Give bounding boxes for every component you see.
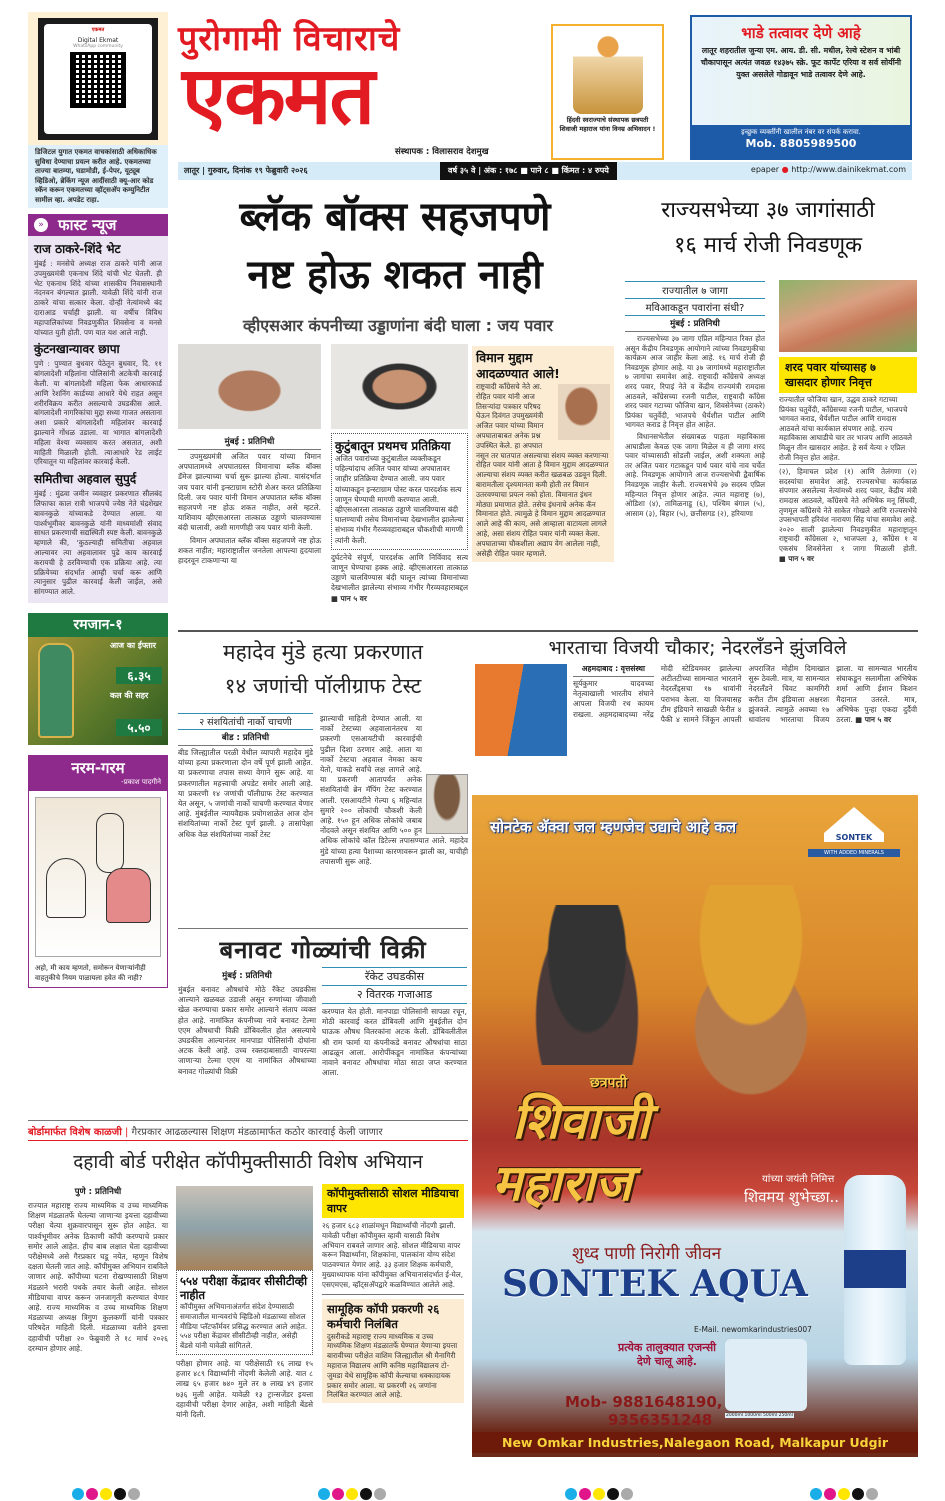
rent-ad-title: भाडे तत्वावर देणे आहे <box>741 24 861 42</box>
epaper-link[interactable]: epaper ● http://www.dainikekmat.com <box>750 165 906 174</box>
issue-date: लातूर | गुरुवार, दिनांक १९ फेब्रुवारी २०२६ <box>184 166 308 175</box>
cricket-photo <box>475 664 567 756</box>
masthead-tagline: पुरोगामी विचाराचे <box>178 19 401 59</box>
ad-address: New Omkar Industries,Nalegaon Road, Malkapur Udgir <box>472 1432 918 1453</box>
mahadev-column-1: २ संशयितांची नार्को चाचणी बीड : प्रतिनिधी बीड जिल्ह्यातील परळी येथील व्यापारी महादेव मुंडे यांच्या हत्या प्रकरणाला दोन वर्षे पूर्ण झाली आहेत. या प्रकरणाचा तपास सध्या वेगाने सुरू आहे. या प्रकरणातील महत्त्वाची अपडेट समोर आली आहे. या प्रकरणी १४ जणांची पॉलीग्राफ टेस्ट करण्यात येत असून, ५ जणांची नार्को चाचणी करण्यात येणार आहे. मुंबईतील न्यायवैद्यक प्रयोगशाळेत आज दोन संशयितांच्या नार्को टेस्ट पूर्ण झाली. ३ तासांपेक्षा अधिक वेळ संशयितांच्या नार्को टेस्ट <box>178 712 313 840</box>
registration-marks <box>318 1488 386 1500</box>
fast-news-list <box>28 236 168 599</box>
left-column <box>28 12 168 988</box>
rent-ad: भाडे तत्वावर देणे आहे लातूर शहरातील जुन्या एम. आय. डी. सी. मधील, रेल्वे स्टेशन व भांबी चौकापासून अत्यंत जवळ १४३७५ स्क्रे. फूट कार्पेट एरिया व सर्व सोयींनी युक्त असलेले गोडावून भाडे तत्वावर देणे आहे. इच्छुक व्यक्तींनी खालील नंबर वर संपर्क करावा. Mob. 8805989500 <box>690 15 912 160</box>
cricket-body: अहमदाबाद : वृत्तसंस्था सूर्यकुमार यादवच्या नेतृत्वाखाली भारतीय संघाने आपला विजयी रथ कायम राखला. अहमदाबादच्या नरेंद्र मोदी स्टेडियमवर झालेल्या अटीतटीच्या सामन्यात भारताने नेदरलँड्सचा १७ धावांनी पराभव केला. या विजयासह टीम इंडियाने साखळी फेरीत ४ पैकी ४ सामने जिंकून आपली अपराजित मोहीम दिमाखात सुरू ठेवली. मात्र, या सामन्यात नेदरलँडने चिवट कामगिरी करीत टीम इंडियाला अक्षरशः झुंजवले. त्यामुळे अवघ्या १७ धावांतच भारताचा विजय झाला. या सामन्यात भारतीय संघाकडून सलामीला अभिषेक शर्मा आणि ईशान किशन मैदानात उतरले. मात्र, अभिषेक पुन्हा एकदा दुर्दैवी ठरला. ■ पान ५ वर <box>573 664 917 725</box>
qr-caption: डिजिटल युगात एकमत वाचकांसाठी अधिकाधिक सुविधा देण्याचा प्रयत्न करीत आहे. एकमतच्या ताज्या बातम्या, घडामोडी, ई-पेपर, यूट्यूब व्हिडिओ, ब्रेकिंग न्यूज आदींसाठी क्यू-आर कोड स्कॅन करून एकमतच्या व्हॉट्सअ‍ॅप कम्युनिटीत सामील व्हा. अपडेट राहा. <box>28 145 168 208</box>
masthead-title: एकमत <box>182 49 374 142</box>
mahadev-column-2: झाल्याची माहिती देण्यात आली. या नार्को टेस्टच्या अहवालानंतरच या प्रकरणी एसआयटीची कारवाईची पुढील दिशा ठरणार आहे. आता या नार्को टेस्टचा अहवाल नेमका काय येतो, याकडे सर्वांचे लक्ष लागले आहे. या प्रकरणी आतापर्यंत अनेक संशयितांची ब्रेन मॅपिंग टेस्ट करण्यात आली. एसआयटीने गेल्या ६ महिन्यांत सुमारे २०० लोकांची चौकशी केली आहे. १५० हून अधिक लोकांचे जबाब नोंदवले असून संशयित आणि ५०० हून अधिक लोकांचे कॉल डिटेल्स तपासण्यात आले. महादेव मुंडे यांच्या हत्या पैशाच्या कारणावरून झाली का, याचीही तपासणी सुरू आहे. <box>320 714 468 866</box>
cartoon-title: नरम-गरम <box>71 758 125 777</box>
sontek-ad[interactable]: सोनटेक अ‍ॅक्वा जल म्हणजेच उद्याचे आहे कल SONTEK WITH ADDED MINERALS छत्रपती शिवाजी महाराज यांच्या जयंती निमित्त शिवमय शुभेच्छा.. शुध्द पाणी निरोगी जीवन SONTEK AQUA E-Mail. newomkarindustries007 प्रत्येक तालुक्यात एजन्सी देणे चालू आहे. Mob- 9881648190, 9356351248 2000ml 1000ml 500ml 250ml New Omkar Industries,Nalegaon Road, Malkapur Udgir <box>472 795 918 1457</box>
qr-sublabel: WhatsApp community <box>73 44 123 49</box>
ad-mobile-2: 9356351248 <box>608 1411 713 1429</box>
qr-code-icon[interactable] <box>73 55 123 105</box>
mahadev-headline-2: १४ जणांची पॉलीग्राफ टेस्ट <box>224 674 422 698</box>
board-strip: बोर्डामार्फत विशेष काळजी | गैरप्रकार आढळल्यास शिक्षण मंडळामार्फत कठोर कारवाई केली जाणार <box>28 1124 468 1141</box>
list-item: समितीचा अहवाल सुपुर्द मुंबई : मुंढवा जमीन व्यवहार प्रकरणात सीलबंद लिफाफा काल रात्री भाजपचे ज्येष्ठ नेते चंद्रशेखर बावनकुळे यांच्याकडे देण्यात आला. या पार्श्वभूमीवर बावनकुळे यांनी माध्यमांशी संवाद साधत प्रकरणाची सद्यस्थिती स्पष्ट केली. बावनकुळे म्हणाले की, 'कुठल्याही समितीचा अहवाल आल्यावर त्या अहवालावर पुढे काय कारवाई करायची हे ठरविण्याची एक प्रक्रिया आहे. त्या प्रक्रियेच्या संदर्भात आम्ही चर्चा करू आणि त्यानुसार पुढील कारवाई केली जाईल, असे सांगण्यात आले. <box>34 472 162 597</box>
rajyasabha-column-2: शरद पवार यांच्यासह ७ खासदार होणार निवृत्त राज्यातील फौजिया खान, उद्धव ठाकरे गटाच्या प्रियंका चतुर्वेदी, काँग्रेसच्या रजनी पाटील, भाजपचे भागवत कराड, धैर्यशील पाटील आणि रामदास आठवले यांचा कार्यकाल संपणार आहे. राज्य महाविकास आघाडीचे चार तर भाजप आणि आठवले मिळून तीन खासदार आहेत. हे सर्व येत्या २ एप्रिल रोजी निवृत्त होत आहेत. (२), हिमाचल प्रदेश (१) आणि तेलंगणा (२) सदस्यांचा समावेश आहे. राज्यसभेचा कार्यकाळ संपणार असलेल्या नेत्यांमध्ये शरद पवार, केंद्रीय मंत्री रामदास आठवले, काँग्रेसचे नेते अभिषेक मनू सिंघवी, तृणमूल काँग्रेसचे नेते साकेत गोखले आणि राज्यसभेचे उपसभापती हरिवंश नारायण सिंह यांचा समावेश आहे. २०२० साली झालेल्या निवडणुकीत महाराष्ट्रातून राष्ट्रवादी काँग्रेसला २, भाजपला ३, काँग्रेस १ व एकसंघ शिवसेनेला १ जागा मिळाली होती. ■ पान ५ वर <box>779 280 917 563</box>
cartoon-image <box>35 797 161 957</box>
cartoon-box: नरम-गरम -प्रकाश पादगीने अहो, मी काय म्हणतो, समोरून येणाऱ्यांनीही वाहतुकीचे नियम पाळायला हवेत की नाही? <box>28 755 168 988</box>
ad-mobile-1: Mob- 9881648190, <box>565 1393 723 1411</box>
founder-line: संस्थापक : विलासराव देशमुख <box>395 147 489 157</box>
shivaji-portrait <box>573 32 643 114</box>
continued-link[interactable]: ■ पान ५ वर <box>855 715 892 725</box>
search-icon: ● <box>781 165 789 174</box>
lead-body: उपमुख्यमंत्री अजित पवार यांच्या विमान अपघातामध्ये अपघातग्रस्त विमानाचा ब्लॅक बॉक्स डॅमेज झाल्याच्या चर्चा सुरू झाल्या होत्या. यासंदर्भात जय पवार यांनी इन्स्टाग्राम स्टोरी शेअर करत प्रतिक्रिया दिली. जय पवार यांनी विमान अपघातात ब्लॅक बॉक्स सहजपणे नष्ट होऊ शकत नाहीत, असे म्हटले. याशिवाय व्हीएसआरला तात्काळ उड्डाणे चालवण्यास बंदी घालावी, अशी मागणीही जय पवार यांनी केली. विमान अपघातात ब्लॅक बॉक्स सहजपणे नष्ट होऊ शकत नाहीत; महाराष्ट्रातील जनतेला आपल्या हृदयाला हादरवून टाकणाऱ्या या <box>178 452 321 566</box>
ajit-pawar-photo <box>178 344 321 429</box>
fake-column-2: रॅकेट उघडकीस २ वितरक गजाआड करण्यात येत होती. मानपाडा पोलिसांनी सापळा रचून, मोठी कारवाई करत डोंबिवली आणि मुंबईतील दोन घाऊक औषध वितरकांना अटक केली. डोंबिवलीतील श्री राम फार्मा या कंपनीकडे बनावट औषधांचा साठा आढळून आला. आरोपींकडून नामांकित कंपन्यांच्या नावाने बनावट औषधांचा मोठा साठा जप्त करण्यात आला. <box>322 966 467 1078</box>
qr-panel <box>28 12 168 145</box>
sehri-time: ५.५० <box>116 719 162 736</box>
rent-ad-mobile: Mob. 8805989500 <box>745 137 857 150</box>
cctv-box: ५५४ परीक्षा केंद्रावर सीसीटीव्ही नाहीत कॉपीमुक्त अभियानाअंतर्गत संदेश देण्यासाठी समाजातील मान्यवरांचे व्हिडिओ मंडळाच्या सोशल मीडिया प्लॅटफॉर्मवर प्रसिद्ध करण्यात आले आहेत. ५५४ परीक्षा केंद्रावर सीसीटीव्ही नाहीत, असेही बेंडसे यांनी यावेळी सांगितले. <box>176 1270 313 1355</box>
list-item: कुंटनखान्यावर छापा पुणे : पुण्यात बुधवार पेठेतून बुधवार, दि. ११ बांगलादेशी महिलांना पोलिसांनी अटकेची कारवाई केली. या बांगलादेशी महिला फेक आधारकार्ड आणि रेशनिंग कार्डच्या आधारे येथे राहत असून शरीरविक्रय करीत असल्याचे उघडकीस आले. बांगलादेशी नागरिकांचा मुद्दा सध्या गाजत असताना अशा प्रकारे बांगलादेशी महिलांवर कारवाई झाल्याने गोंधळ उडाला. या भागात बांगलादेशी महिला वेश्या व्यवसाय करत असतात, अशी माहिती मिळाली होती. त्याआधारे रेड लाईट एरियातून या महिलांवर कारवाई केली. <box>34 342 162 467</box>
ad-slogan: सोनटेक अ‍ॅक्वा जल म्हणजेच उद्याचे आहे कल <box>490 818 736 836</box>
ad-title-maharaj: महाराज <box>492 1154 632 1212</box>
pawar-box: शरद पवार यांच्यासह ७ खासदार होणार निवृत्त <box>779 357 917 393</box>
iftar-time: ६.३५ <box>116 667 162 684</box>
date-bar <box>178 162 912 180</box>
students-exam-photo <box>176 1186 313 1270</box>
fast-news-header: » फास्ट न्यूज <box>28 214 168 236</box>
qr-logo: एकमत <box>91 27 105 33</box>
shivaji-statue <box>532 905 642 1065</box>
jay-pawar-photo <box>331 344 468 429</box>
registration-marks <box>565 1488 633 1500</box>
fake-pills-headline: बनावट गोळ्यांची विक्री <box>219 936 427 964</box>
lead-subhead: व्हीएसआर कंपनीच्या उड्डाणांना बंदी घाला : जय पवार <box>243 316 553 335</box>
shivaji-box: हिंदवी स्वराज्याचे संस्थापक छत्रपती शिवाजी महाराज यांना विनम्र अभिवादन ! <box>551 24 664 160</box>
fake-column-1: मुंबई : प्रतिनिधी मुंबईत बनावट औषधांचे मोठे रॅकेट उघडकीस आल्याने खळबळ उडाली असून रुग्णांच्या जीवाशी खेळ करण्याचा प्रकार समोर आल्याने संताप व्यक्त होत आहे. नामांकित कंपनीच्या नावे बनावट टेल्मा एएम औषधाची विक्री डोंबिवलीत होत असल्याचे उघडकीस आल्यानंतर मानपाडा पोलिसांनी दोघांना अटक केली आहे. उच्च रक्तदाबासाठी वापरल्या जाणाऱ्या टेल्मा एएम या नामांकित औषधाच्या बनावट गोळ्यांची विक्री <box>178 971 316 1076</box>
board-column-2: ५५४ परीक्षा केंद्रावर सीसीटीव्ही नाहीत कॉपीमुक्त अभियानाअंतर्गत संदेश देण्यासाठी समाजातील मान्यवरांचे व्हिडिओ मंडळाच्या सोशल मीडिया प्लॅटफॉर्मवर प्रसिद्ध करण्यात आले आहेत. ५५४ परीक्षा केंद्रावर सीसीटीव्ही नाहीत, असेही बेंडसे यांनी यावेळी सांगितले. परीक्षा होणार आहे. या परीक्षेसाठी १६ लाख १५ हजार ४८९ विद्यार्थ्यांनी नोंदणी केलेली आहे. यात ८ लाख ६५ हजार ७४० मुले तर ७ लाख ४९ हजार ७३६ मुली आहेत. यावेळी १३ ट्रान्सजेंडर इयत्ता दहावीची परीक्षा देणार आहेत, अशी माहिती बेंडसे यांनी दिली. <box>176 1186 313 1420</box>
continued-link[interactable]: ■ पान ५ वर <box>779 553 814 563</box>
social-media-box: कॉपीमुक्तीसाठी सोशल मीडियाचा वापर <box>322 1184 464 1218</box>
mahadev-munde-photo <box>426 774 468 834</box>
issue-info: वर्ष ३५ वे | अंक : १७८ ■ पाने ८ ■ किंमत : ४ रुपये <box>440 162 617 180</box>
rajyasabha-column-1: राज्यातील ७ जागा मविआकडून पवारांना संधी? मुंबई : प्रतिनिधी राज्यसभेच्या ३७ जागा एप्रिल महिन्यात रिक्त होत असून केंद्रीय निवडणूक आयोगाने त्यांच्या निवडणुकीचा कार्यक्रम आज जाहीर केला आहे. १६ मार्च रोजी ही निवडणूक होणार आहे. या ३७ जागांमध्ये महाराष्ट्रातील ७ जागांचा समावेश आहे. राष्ट्रवादी काँग्रेसचे अध्यक्ष शरद पवार, रिपाइं नेते व केंद्रीय राज्यमंत्री रामदास आठवले, काँग्रेसच्या रजनी पाटील, राष्ट्रवादी काँग्रेस शरद पवार गटाच्या फौजिया खान, शिवसेनेच्या (ठाकरे) प्रियंका चतुर्वेदी, भाजपचे धैर्यशील पाटील आणि भागवत कराड हे निवृत्त होत आहेत. विधानसभेतील संख्याबळ पाहता महाविकास आघाडीला केवळ एक जागा मिळेल व ही जागा शरद पवार यांच्यासाठी सोडली जाईल, अशी शक्यता आहे तर अजित पवार गटाकडून पार्थ पवार यांचे नाव चर्चेत आहे. निवडणूक आयोगाने आज राज्यसभेची द्वैवार्षिक निवडणूक जाहीर केली. राज्यसभेचे ३७ सदस्य एप्रिल महिन्यात निवृत्त होणार आहेत. त्यात महाराष्ट्र (७), ओडिशा (४), तामिळनाडू (६), पश्चिम बंगाल (५), आसाम (३), बिहार (५), छत्तीसगड (२), हरियाणा <box>625 280 765 520</box>
continued-link[interactable]: ■ पान ५ वर <box>331 593 367 603</box>
parliament-photo <box>779 280 917 352</box>
sontek-logo <box>824 807 884 833</box>
rajyasabha-headline-1: राज्यसभेच्या ३७ जागांसाठी <box>661 198 875 223</box>
board-column-1: पुणे : प्रतिनिधी राज्यात महाराष्ट्र राज्य माध्यमिक व उच्च माध्यमिक शिक्षण मंडळातर्फे घेतल्या जाणाऱ्या इयत्ता दहावीच्या परीक्षा येत्या शुक्रवारपासून सुरू होत आहेत. या पार्श्वभूमीवर अनेक ठिकाणी कॉपी करण्याचे प्रकार समोर आले आहेत. हीच बाब लक्षात घेता दहावीच्या परीक्षेमध्ये असे गैरप्रकार घडू नयेत, म्हणून विशेष दक्षता घेतली जात आहे. कॉपीमुक्त अभियान राबविले जाणार आहे. कॉपीच्या घटना रोखण्यासाठी शिक्षण मंडळाने भरारी पथके तयार केली आहेत. सोशल मीडियाचा वापर करून जनजागृती करण्यात येणार आहे. राज्य माध्यमिक व उच्च माध्यमिक शिक्षण मंडळाच्या अध्यक्ष त्रिगुण कुलकर्णी यांनी पत्रकार परिषदेत माहिती दिली. मंडळाच्या वतीने इयत्ता दहावीची परीक्षा २० फेब्रुवारी ते १८ मार्च २०२६ दरम्यान होणार आहे. <box>28 1187 168 1353</box>
bottles-image <box>725 1339 807 1411</box>
qr-label: Digital Ekmat <box>77 37 119 44</box>
ad-title-shivaji: शिवाजी <box>512 1092 650 1150</box>
mahadev-headline-1: महादेव मुंडे हत्या प्रकरणात <box>223 640 423 664</box>
lead-column-1: मुंबई : प्रतिनिधी उपमुख्यमंत्री अजित पवार यांच्या विमान अपघातामध्ये अपघातग्रस्त विमानाचा ब्लॅक बॉक्स डॅमेज झाल्याच्या चर्चा सुरू झाल्या होत्या. यासंदर्भात जय पवार यांनी इन्स्टाग्राम स्टोरी शेअर करत प्रतिक्रिया दिली. जय पवार यांनी विमान अपघातात ब्लॅक बॉक्स सहजपणे नष्ट होऊ शकत नाहीत, असे म्हटले. याशिवाय व्हीएसआरला तात्काळ उड्डाणे चालवण्यास बंदी घालावी, अशी मागणीही जय पवार यांनी केली. विमान अपघातात ब्लॅक बॉक्स सहजपणे नष्ट होऊ शकत नाहीत; महाराष्ट्रातील जनतेला आपल्या हृदयाला हादरवून टाकणाऱ्या या <box>178 437 321 566</box>
rajyasabha-headline-2: १६ मार्च रोजी निवडणूक <box>673 233 863 258</box>
shivaji-artwork <box>652 885 872 1145</box>
board-headline: दहावी बोर्ड परीक्षेत कॉपीमुक्तीसाठी विशेष अभियान <box>73 1151 423 1173</box>
ramzan-title: रमजान-१ <box>28 613 168 637</box>
chevron-down-icon: » <box>34 218 48 232</box>
lead-headline-1: ब्लॅक बॉक्स सहजपणे <box>239 194 551 240</box>
cartoon-caption: अहो, मी काय म्हणतो, समोरून येणाऱ्यांनीही वाहतुकीचे नियम पाळायला हवेत की नाही? <box>35 963 146 982</box>
board-column-3: कॉपीमुक्तीसाठी सोशल मीडियाचा वापर २६ हजार ६८३ शाळांमधून विद्यार्थ्यांची नोंदणी झाली. यावेळी परीक्षा कॉपीमुक्त व्हावी यासाठी विशेष अभियान राबवले जाणार आहे. सोशल मीडियाचा वापर करून विद्यार्थ्यांना, शिक्षकांना, पालकांना योग्य संदेश पाठवण्यात येणार आहे. ३३ हजार शिक्षक कर्मचारी, मुख्याध्यापक यांना कॉपीमुक्त अभियानासंदर्भात ई-मेल, एसएमएस, व्हॉट्सअ‍ॅपद्वारे कळविण्यात आलेले आहे. सामूहिक कॉपी प्रकरणी २६ कर्मचारी निलंबित दुसरीकडे महाराष्ट्र राज्य माध्यमिक व उच्च माध्यमिक शिक्षण मंडळातर्फे घेण्यात येणाऱ्या इयत्ता बारावीच्या परीक्षेत वाशिम जिल्ह्यातील श्री मैनागिरी महाराज विद्यालय आणि कनिष्ठ महाविद्यालय टो-जुमडा येथे सामूहिक कॉपी केल्याचा धक्कादायक प्रकार समोर आला. या प्रकरणी २६ जणांना निलंबित करण्यात आले आहे. <box>322 1184 464 1403</box>
registration-marks <box>72 1488 140 1500</box>
fast-news <box>28 214 168 603</box>
registration-marks <box>810 1488 878 1500</box>
mass-copy-box: सामूहिक कॉपी प्रकरणी २६ कर्मचारी निलंबित दुसरीकडे महाराष्ट्र राज्य माध्यमिक व उच्च माध्यमिक शिक्षण मंडळातर्फे घेण्यात येणाऱ्या इयत्ता बारावीच्या परीक्षेत वाशिम जिल्ह्यातील श्री मैनागिरी महाराज विद्यालय आणि कनिष्ठ महाविद्यालय टो-जुमडा येथे सामूहिक कॉपी केल्याचा धक्कादायक प्रकार समोर आला. या प्रकरणी २६ जणांना निलंबित करण्यात आले आहे. <box>322 1299 464 1404</box>
rajyasabha-body: राज्यसभेच्या ३७ जागा एप्रिल महिन्यात रिक्त होत असून केंद्रीय निवडणूक आयोगाने त्यांच्या निवडणुकीचा कार्यक्रम आज जाहीर केला आहे. १६ मार्च रोजी ही निवडणूक होणार आहे. या ३७ जागांमध्ये महाराष्ट्रातील ७ जागांचा समावेश आहे. राष्ट्रवादी काँग्रेसचे अध्यक्ष शरद पवार, रिपाइं नेते व केंद्रीय राज्यमंत्री रामदास आठवले, काँग्रेसच्या रजनी पाटील, राष्ट्रवादी काँग्रेस शरद पवार गटाच्या फौजिया खान, शिवसेनेच्या (ठाकरे) प्रियंका चतुर्वेदी, भाजपचे धैर्यशील पाटील आणि भागवत कराड हे निवृत्त होत आहेत. विधानसभेतील संख्याबळ पाहता महाविकास आघाडीला केवळ एक जागा मिळेल व ही जागा शरद पवार यांच्यासाठी सोडली जाईल, अशी शक्यता आहे तर अजित पवार गटाकडून पार्थ पवार यांचे नाव चर्चेत आहे. निवडणूक आयोगाने आज राज्यसभेची द्वैवार्षिक निवडणूक जाहीर केली. राज्यसभेचे ३७ सदस्य एप्रिल महिन्यात निवृत्त होणार आहेत. त्यात महाराष्ट्र (७), ओडिशा (४), तामिळनाडू (६), पश्चिम बंगाल (५), आसाम (३), बिहार (५), छत्तीसगड (२), हरियाणा <box>625 334 765 518</box>
ramzan-box: रमजान-१ आज का ईफ्तार ६.३५ कल की सहर ५.५० <box>28 613 168 745</box>
list-item: राज ठाकरे-शिंदे भेट मुंबई : मनसेचे अध्यक्ष राज ठाकरे यांनी आज उपमुख्यमंत्री एकनाथ शिंदे यांची भेट घेतली. ही भेट एकनाथ शिंदे यांच्या शासकीय निवासस्थानी नंदनवन बंगल्यात झाली. यावेळी शिंदे यांनी राज ठाकरे यांचा सत्कार केला. दोन्ही नेत्यांमध्ये बंद दाराआड चर्चाही झाली. या वर्षीच विविध महापालिकांच्या निवडणुकीत शिवसेना व मनसे यांच्यात युती होती. पण यात यश आले नाही. <box>34 242 162 337</box>
ad-brand: SONTEK AQUA <box>502 1263 808 1305</box>
lead-headline-2: नष्ट होऊ शकत नाही <box>247 252 543 298</box>
rohit-pawar-photo <box>558 384 610 440</box>
lead-sidebar: कुटुंबातून प्रथमच प्रतिक्रिया अजित पवारांच्या कुटुंबातील व्यक्तीकडून पहिल्यांदाच अजित पवार यांच्या अपघातावर जाहीर प्रतिक्रिया देण्यात आली. जय पवार यांच्याकडून इन्स्टाग्राम पोस्ट करत पारदर्शक सत्य जाणून घेण्याची मागणी करण्यात आली. व्हीएसआरला तात्काळ उड्डाणे चालविण्यास बंदी घालण्याची तसेच विमानांच्या देखभालीत झालेल्या संभाव्य गंभीर गैरव्यवहाराबद्दल चौकशीची मागणी त्यांनी केली. <box>331 433 468 550</box>
cricket-headline: भारताचा विजयी चौकार; नेदरलँडने झुंजविले <box>548 637 847 659</box>
lantern-icon <box>38 643 74 738</box>
lead-column-2: कुटुंबातून प्रथमच प्रतिक्रिया अजित पवारांच्या कुटुंबातील व्यक्तीकडून पहिल्यांदाच अजित पवार यांच्या अपघातावर जाहीर प्रतिक्रिया देण्यात आली. जय पवार यांच्याकडून इन्स्टाग्राम पोस्ट करत पारदर्शक सत्य जाणून घेण्याची मागणी करण्यात आली. व्हीएसआरला तात्काळ उड्डाणे चालविण्यास बंदी घालण्याची तसेच विमानांच्या देखभालीत झालेल्या संभाव्य गंभीर गैरव्यवहाराबद्दल चौकशीची मागणी त्यांनी केली. दुर्घटनेचे संपूर्ण, पारदर्शक आणि निर्विवाद सत्य जाणून घेण्याचा हक्क आहे. व्हीएसआरला तात्काळ उड्डाणे चालविण्यास बंदी घालून त्यांच्या विमानांच्या देखभालीत झालेल्या संभाव्य गंभीर गैरव्यवहाराबद्दल ■ पान ५ वर <box>331 433 468 604</box>
plane-box: विमान मुद्दाम आदळण्यात आले! राष्ट्रवादी काँग्रेसचे नेते आ. रोहित पवार यांनी आज तिसऱ्यांदा पत्रकार परिषद घेऊन दिवंगत उपमुख्यमंत्री अजित पवार यांच्या विमान अपघाताबाबत अनेक प्रश्न उपस्थित केले. हा अपघात नसून तर घातपात असल्याचा संशय व्यक्त करणाऱ्या रोहित पवार यांनी आता हे विमान मुद्दाम आदळण्यात आल्याचा संशय व्यक्त करीत खळबळ उडवून दिली. बारामतीला दृश्यमानता कमी होती तर विमान उतरवण्याचा प्रयत्न नको होता. विमानात इंधन मोठ्या प्रमाणात होते. तसेच इंधनाचे अनेक कॅन विमानात होते. त्यामुळे हे विमान मुद्दाम आदळण्यात आले आहे की काय, असे आम्हाला वाटायला लागले आहे, असा संशय रोहित पवार यांनी व्यक्त केला. अपघाताच्या चौकशीला अद्याप वेग आलेला नाही, असेही रोहित पवार म्हणाले. <box>472 346 614 562</box>
